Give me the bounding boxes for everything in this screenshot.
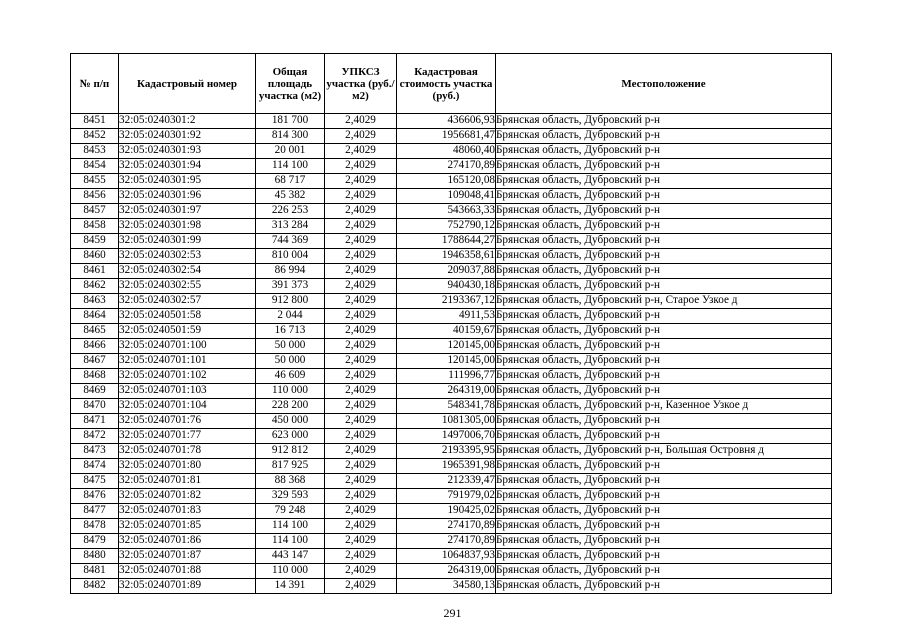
table-row [71, 339, 832, 354]
cadastral-number: 32:05:0240701:86 [119, 534, 256, 549]
row-number: 8482 [71, 579, 119, 594]
row-number: 8461 [71, 264, 119, 279]
cadastral-cost: 274170,89 [397, 519, 496, 534]
upks-value: 2,4029 [325, 204, 397, 219]
upks-value: 2,4029 [325, 129, 397, 144]
row-number: 8469 [71, 384, 119, 399]
table-row [71, 264, 832, 279]
table-row [71, 459, 832, 474]
area-value: 20 001 [256, 144, 325, 159]
upks-value: 2,4029 [325, 579, 397, 594]
cadastral-cost: 274170,89 [397, 159, 496, 174]
cadastral-cost: 190425,02 [397, 504, 496, 519]
upks-value: 2,4029 [325, 519, 397, 534]
table-row [71, 489, 832, 504]
row-number: 8460 [71, 249, 119, 264]
cadastral-cost: 264319,00 [397, 384, 496, 399]
cadastral-number: 32:05:0240302:54 [119, 264, 256, 279]
cadastral-number: 32:05:0240701:85 [119, 519, 256, 534]
area-value: 810 004 [256, 249, 325, 264]
upks-value: 2,4029 [325, 399, 397, 414]
area-value: 817 925 [256, 459, 325, 474]
table-row [71, 309, 832, 324]
upks-value: 2,4029 [325, 309, 397, 324]
row-number: 8454 [71, 159, 119, 174]
cadastral-table [70, 53, 832, 594]
location: Брянская область, Дубровский р-н [496, 234, 832, 249]
row-number: 8465 [71, 324, 119, 339]
cadastral-cost: 109048,41 [397, 189, 496, 204]
upks-value: 2,4029 [325, 459, 397, 474]
row-number: 8477 [71, 504, 119, 519]
row-number: 8481 [71, 564, 119, 579]
location: Брянская область, Дубровский р-н [496, 369, 832, 384]
area-value: 744 369 [256, 234, 325, 249]
cadastral-cost: 48060,40 [397, 144, 496, 159]
area-value: 912 812 [256, 444, 325, 459]
location: Брянская область, Дубровский р-н [496, 204, 832, 219]
location: Брянская область, Дубровский р-н [496, 429, 832, 444]
header-cadastral-cost: Кадастровая стоимость участка (руб.) [397, 54, 496, 114]
cadastral-number: 32:05:0240301:93 [119, 144, 256, 159]
upks-value: 2,4029 [325, 144, 397, 159]
row-number: 8456 [71, 189, 119, 204]
location: Брянская область, Дубровский р-н [496, 459, 832, 474]
cadastral-number: 32:05:0240302:53 [119, 249, 256, 264]
row-number: 8455 [71, 174, 119, 189]
area-value: 391 373 [256, 279, 325, 294]
cadastral-number: 32:05:0240701:102 [119, 369, 256, 384]
header-area: Общая площадь участка (м2) [256, 54, 325, 114]
cadastral-number: 32:05:0240701:101 [119, 354, 256, 369]
row-number: 8473 [71, 444, 119, 459]
cadastral-cost: 1081305,00 [397, 414, 496, 429]
location: Брянская область, Дубровский р-н [496, 279, 832, 294]
row-number: 8478 [71, 519, 119, 534]
location: Брянская область, Дубровский р-н [496, 414, 832, 429]
table-row [71, 144, 832, 159]
upks-value: 2,4029 [325, 264, 397, 279]
cadastral-number: 32:05:0240301:92 [119, 129, 256, 144]
cadastral-cost: 2193367,12 [397, 294, 496, 309]
table-header-row [71, 54, 832, 114]
table-row [71, 474, 832, 489]
upks-value: 2,4029 [325, 159, 397, 174]
location: Брянская область, Дубровский р-н [496, 144, 832, 159]
cadastral-number: 32:05:0240701:83 [119, 504, 256, 519]
table-row [71, 324, 832, 339]
area-value: 16 713 [256, 324, 325, 339]
row-number: 8452 [71, 129, 119, 144]
table-row [71, 189, 832, 204]
upks-value: 2,4029 [325, 174, 397, 189]
area-value: 814 300 [256, 129, 325, 144]
cadastral-cost: 752790,12 [397, 219, 496, 234]
table-row [71, 369, 832, 384]
header-cadastral-number: Кадастровый номер [119, 54, 256, 114]
table-row [71, 219, 832, 234]
table-row [71, 354, 832, 369]
table-row [71, 159, 832, 174]
area-value: 46 609 [256, 369, 325, 384]
area-value: 114 100 [256, 519, 325, 534]
table-row [71, 444, 832, 459]
cadastral-number: 32:05:0240701:103 [119, 384, 256, 399]
row-number: 8476 [71, 489, 119, 504]
header-location: Местоположение [496, 54, 832, 114]
cadastral-cost: 2193395,95 [397, 444, 496, 459]
row-number: 8479 [71, 534, 119, 549]
cadastral-cost: 1956681,47 [397, 129, 496, 144]
table-row [71, 564, 832, 579]
area-value: 50 000 [256, 339, 325, 354]
table-row [71, 174, 832, 189]
cadastral-number: 32:05:0240701:104 [119, 399, 256, 414]
cadastral-cost: 1497006,70 [397, 429, 496, 444]
upks-value: 2,4029 [325, 219, 397, 234]
cadastral-cost: 40159,67 [397, 324, 496, 339]
cadastral-number: 32:05:0240701:78 [119, 444, 256, 459]
cadastral-number: 32:05:0240301:99 [119, 234, 256, 249]
location: Брянская область, Дубровский р-н [496, 219, 832, 234]
row-number: 8467 [71, 354, 119, 369]
upks-value: 2,4029 [325, 534, 397, 549]
upks-value: 2,4029 [325, 234, 397, 249]
area-value: 912 800 [256, 294, 325, 309]
location: Брянская область, Дубровский р-н [496, 174, 832, 189]
cadastral-cost: 264319,00 [397, 564, 496, 579]
area-value: 14 391 [256, 579, 325, 594]
location: Брянская область, Дубровский р-н [496, 564, 832, 579]
header-num: № п/п [71, 54, 119, 114]
location: Брянская область, Дубровский р-н [496, 354, 832, 369]
area-value: 181 700 [256, 114, 325, 129]
area-value: 226 253 [256, 204, 325, 219]
cadastral-cost: 165120,08 [397, 174, 496, 189]
cadastral-cost: 548341,78 [397, 399, 496, 414]
area-value: 68 717 [256, 174, 325, 189]
row-number: 8459 [71, 234, 119, 249]
row-number: 8468 [71, 369, 119, 384]
table-row [71, 279, 832, 294]
cadastral-number: 32:05:0240301:2 [119, 114, 256, 129]
row-number: 8480 [71, 549, 119, 564]
row-number: 8457 [71, 204, 119, 219]
table-row [71, 579, 832, 594]
location: Брянская область, Дубровский р-н [496, 489, 832, 504]
upks-value: 2,4029 [325, 414, 397, 429]
row-number: 8472 [71, 429, 119, 444]
table-row [71, 204, 832, 219]
location: Брянская область, Дубровский р-н [496, 114, 832, 129]
upks-value: 2,4029 [325, 444, 397, 459]
area-value: 443 147 [256, 549, 325, 564]
upks-value: 2,4029 [325, 564, 397, 579]
cadastral-cost: 1965391,98 [397, 459, 496, 474]
cadastral-number: 32:05:0240701:88 [119, 564, 256, 579]
cadastral-number: 32:05:0240501:58 [119, 309, 256, 324]
cadastral-number: 32:05:0240701:89 [119, 579, 256, 594]
row-number: 8463 [71, 294, 119, 309]
location: Брянская область, Дубровский р-н [496, 189, 832, 204]
table-row [71, 549, 832, 564]
location: Брянская область, Дубровский р-н, Казенное Узкое д [496, 399, 832, 414]
cadastral-cost: 34580,13 [397, 579, 496, 594]
location: Брянская область, Дубровский р-н [496, 579, 832, 594]
location: Брянская область, Дубровский р-н [496, 519, 832, 534]
row-number: 8470 [71, 399, 119, 414]
table-row [71, 504, 832, 519]
cadastral-number: 32:05:0240301:94 [119, 159, 256, 174]
cadastral-cost: 543663,33 [397, 204, 496, 219]
cadastral-number: 32:05:0240701:80 [119, 459, 256, 474]
cadastral-cost: 274170,89 [397, 534, 496, 549]
table-row [71, 429, 832, 444]
location: Брянская область, Дубровский р-н [496, 474, 832, 489]
upks-value: 2,4029 [325, 279, 397, 294]
table-row [71, 129, 832, 144]
area-value: 88 368 [256, 474, 325, 489]
cadastral-cost: 940430,18 [397, 279, 496, 294]
cadastral-cost: 120145,00 [397, 354, 496, 369]
upks-value: 2,4029 [325, 504, 397, 519]
table-row [71, 414, 832, 429]
area-value: 86 994 [256, 264, 325, 279]
upks-value: 2,4029 [325, 549, 397, 564]
row-number: 8462 [71, 279, 119, 294]
table-row [71, 249, 832, 264]
location: Брянская область, Дубровский р-н [496, 549, 832, 564]
table-row [71, 534, 832, 549]
upks-value: 2,4029 [325, 339, 397, 354]
cadastral-number: 32:05:0240301:97 [119, 204, 256, 219]
cadastral-number: 32:05:0240701:87 [119, 549, 256, 564]
location: Брянская область, Дубровский р-н [496, 339, 832, 354]
cadastral-number: 32:05:0240701:81 [119, 474, 256, 489]
area-value: 79 248 [256, 504, 325, 519]
cadastral-number: 32:05:0240301:95 [119, 174, 256, 189]
upks-value: 2,4029 [325, 114, 397, 129]
row-number: 8458 [71, 219, 119, 234]
location: Брянская область, Дубровский р-н [496, 159, 832, 174]
cadastral-number: 32:05:0240302:55 [119, 279, 256, 294]
cadastral-cost: 209037,88 [397, 264, 496, 279]
location: Брянская область, Дубровский р-н [496, 384, 832, 399]
location: Брянская область, Дубровский р-н [496, 324, 832, 339]
cadastral-cost: 1946358,61 [397, 249, 496, 264]
upks-value: 2,4029 [325, 384, 397, 399]
cadastral-number: 32:05:0240302:57 [119, 294, 256, 309]
cadastral-cost: 212339,47 [397, 474, 496, 489]
row-number: 8475 [71, 474, 119, 489]
upks-value: 2,4029 [325, 369, 397, 384]
upks-value: 2,4029 [325, 294, 397, 309]
area-value: 114 100 [256, 534, 325, 549]
location: Брянская область, Дубровский р-н [496, 504, 832, 519]
header-upks: УПКСЗ участка (руб./м2) [325, 54, 397, 114]
row-number: 8474 [71, 459, 119, 474]
row-number: 8466 [71, 339, 119, 354]
area-value: 623 000 [256, 429, 325, 444]
location: Брянская область, Дубровский р-н [496, 129, 832, 144]
area-value: 114 100 [256, 159, 325, 174]
cadastral-number: 32:05:0240701:77 [119, 429, 256, 444]
cadastral-cost: 120145,00 [397, 339, 496, 354]
table-row [71, 294, 832, 309]
cadastral-number: 32:05:0240701:76 [119, 414, 256, 429]
area-value: 329 593 [256, 489, 325, 504]
row-number: 8453 [71, 144, 119, 159]
cadastral-number: 32:05:0240501:59 [119, 324, 256, 339]
table-row [71, 114, 832, 129]
cadastral-number: 32:05:0240701:82 [119, 489, 256, 504]
upks-value: 2,4029 [325, 354, 397, 369]
table-row [71, 519, 832, 534]
location: Брянская область, Дубровский р-н [496, 249, 832, 264]
location: Брянская область, Дубровский р-н [496, 534, 832, 549]
area-value: 2 044 [256, 309, 325, 324]
table-row [71, 384, 832, 399]
cadastral-cost: 1788644,27 [397, 234, 496, 249]
upks-value: 2,4029 [325, 474, 397, 489]
area-value: 50 000 [256, 354, 325, 369]
upks-value: 2,4029 [325, 324, 397, 339]
upks-value: 2,4029 [325, 249, 397, 264]
location: Брянская область, Дубровский р-н, Большая Островня д [496, 444, 832, 459]
row-number: 8451 [71, 114, 119, 129]
location: Брянская область, Дубровский р-н, Старое Узкое д [496, 294, 832, 309]
location: Брянская область, Дубровский р-н [496, 264, 832, 279]
cadastral-number: 32:05:0240301:96 [119, 189, 256, 204]
area-value: 450 000 [256, 414, 325, 429]
area-value: 110 000 [256, 384, 325, 399]
area-value: 228 200 [256, 399, 325, 414]
table-row [71, 399, 832, 414]
upks-value: 2,4029 [325, 189, 397, 204]
cadastral-cost: 791979,02 [397, 489, 496, 504]
location: Брянская область, Дубровский р-н [496, 309, 832, 324]
area-value: 45 382 [256, 189, 325, 204]
area-value: 313 284 [256, 219, 325, 234]
upks-value: 2,4029 [325, 489, 397, 504]
upks-value: 2,4029 [325, 429, 397, 444]
cadastral-cost: 1064837,93 [397, 549, 496, 564]
page-number: 291 [443, 606, 462, 620]
table-row [71, 234, 832, 249]
row-number: 8471 [71, 414, 119, 429]
cadastral-cost: 436606,93 [397, 114, 496, 129]
cadastral-number: 32:05:0240701:100 [119, 339, 256, 354]
cadastral-cost: 4911,53 [397, 309, 496, 324]
area-value: 110 000 [256, 564, 325, 579]
row-number: 8464 [71, 309, 119, 324]
cadastral-number: 32:05:0240301:98 [119, 219, 256, 234]
cadastral-cost: 111996,77 [397, 369, 496, 384]
